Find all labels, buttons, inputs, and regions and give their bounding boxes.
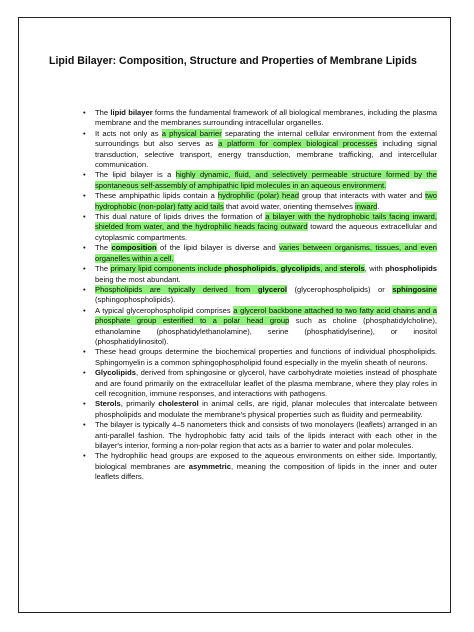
highlighted-text: a platform for complex biological processes xyxy=(218,139,378,149)
bullet-text: forms the fundamental framework of all biological membranes, including the plasma membrane and the membranes surrounding intracellular organelles. xyxy=(95,108,438,128)
document-title: Lipid Bilayer: Composition, Structure and Properties of Membrane Lipids xyxy=(49,55,417,67)
bullet-text: including signal transduction, selective transport, energy transduction, membrane trafficking, and intercellular communication. xyxy=(95,139,437,170)
bullet-text: The xyxy=(95,108,111,117)
bold-text: Glycolipids xyxy=(95,368,136,378)
bullet-text: that avoid water, orienting themselves xyxy=(223,201,356,211)
bold-text: phospholipids xyxy=(385,264,437,274)
highlighted-text: , xyxy=(276,264,281,274)
bullet-text: These amphipathic lipids contain a xyxy=(95,191,218,201)
highlighted-text: a bilayer with the hydrophobic tails facing inward, shielded from water, and the hydrophilic heads facing outward xyxy=(95,212,437,232)
highlighted-text: hydrophilic (polar) head xyxy=(217,191,299,201)
bullet-text: (sphingophospholipids). xyxy=(95,295,176,305)
highlighted-text: a physical barrier xyxy=(161,128,222,138)
bold-text: Sterols xyxy=(95,399,121,409)
bullet-text: in animal cells, are rigid, planar molecules that intercalate between phospholipids and modulate the membrane's physical properties such as fluidity and permeability. xyxy=(95,399,437,419)
highlighted-text: sterols xyxy=(339,264,365,274)
bullet-item xyxy=(95,191,437,212)
highlighted-text: highly dynamic, fluid, and selectively permeable structure formed by the spontaneous self-assembly of amphipathic lipid molecules in an aqueous environment. xyxy=(95,170,437,190)
bullet-list xyxy=(95,108,437,483)
bullet-item xyxy=(95,170,437,191)
bullet-text: (glycerophospholipids) or xyxy=(287,284,393,294)
bold-text: cholesterol xyxy=(158,399,199,409)
bullet-text: The bilayer is typically 4–5 nanometers thick and consists of two monolayers (leaflets) arranged in an anti-parallel fashion. The hydrophobic fatty acid tails of the lipids interact with each other in the bilayer's interior, forming a non-polar region that acts as a barrier to water and polar molecules. xyxy=(95,420,437,450)
bullet-text: , derived from sphingosine or glycerol, have carbohydrate moieties instead of phosphate and are found primarily on the extracellular leaflet of the plasma membrane, where they play roles in cell recognition, immune responses, and interactions with pathogens. xyxy=(95,368,437,398)
bullet-text: of the lipid bilayer is diverse and xyxy=(156,243,280,253)
highlighted-text: glycerol xyxy=(257,284,288,294)
highlighted-text: varies between organisms, tissues, and even organelles within a cell. xyxy=(95,243,437,263)
highlighted-text: a glycerol backbone attached to two fatty acid chains and a phosphate group esterified to a polar head group xyxy=(95,305,438,326)
highlighted-text: inward xyxy=(355,201,378,211)
bullet-text: . xyxy=(377,201,380,211)
highlighted-text: two hydrophobic (non-polar) fatty acid tails xyxy=(95,191,437,211)
bullet-text: It acts not only as xyxy=(95,128,162,138)
bullet-text: , primarily xyxy=(120,399,159,409)
highlighted-text: composition xyxy=(111,243,157,253)
highlighted-text: sphingosine xyxy=(392,284,437,294)
bullet-item xyxy=(95,285,437,306)
bullet-item xyxy=(95,264,437,285)
bullet-text: A typical glycerophospholipid comprises xyxy=(95,305,234,315)
bullet-text: group that interacts with water and xyxy=(298,191,426,201)
bullet-item xyxy=(95,306,437,348)
bullet-text: , meaning the composition of lipids in the inner and outer leaflets differs. xyxy=(95,461,438,482)
highlighted-text: , and xyxy=(320,264,340,274)
bullet-text: These head groups determine the biochemical properties and functions of individual phospholipids. Sphingomyelin is a common sphingophospholipid found especially in the myelin sheath of neurons. xyxy=(95,347,437,367)
bullet-item xyxy=(95,212,437,243)
bold-text: asymmetric xyxy=(188,461,231,471)
bullet-text: The lipid bilayer is a xyxy=(95,170,176,180)
bullet-item xyxy=(95,129,437,171)
bullet-item xyxy=(95,368,437,399)
bullet-item xyxy=(95,243,437,264)
document-page xyxy=(18,17,451,613)
bullet-text: such as choline (phosphatidylcholine), ethanolamine (phosphatidylethanolamine), serine (phosphatidylserine), or inositol (phosphatidylinositol). xyxy=(95,316,438,346)
bullet-item xyxy=(95,399,437,420)
bullet-item xyxy=(95,108,437,129)
highlighted-text: phospholipids xyxy=(224,264,277,274)
highlighted-text: Phospholipids are typically derived from xyxy=(95,284,258,294)
bullet-text: separating the internal cellular environment from the external surroundings but also serves as xyxy=(95,128,437,149)
bullet-item xyxy=(95,420,437,451)
bullet-item xyxy=(95,347,437,368)
bullet-text: This dual nature of lipids drives the formation of xyxy=(95,212,266,222)
bullet-text: being the most abundant. xyxy=(95,274,181,284)
bullet-text: The hydrophilic head groups are exposed to the aqueous environments on either side. Importantly, biological membranes are xyxy=(95,451,437,471)
bold-text: lipid bilayer xyxy=(110,108,153,117)
bullet-text: toward the aqueous extracellular and cytoplasmic compartments. xyxy=(95,222,437,242)
bullet-text: The xyxy=(95,264,111,274)
bullet-text: , with xyxy=(364,264,386,274)
bullet-item xyxy=(95,451,437,482)
highlighted-text: glycolipids xyxy=(280,264,321,274)
highlighted-text: primary lipid components include xyxy=(110,264,225,274)
bullet-text: The xyxy=(95,243,112,253)
